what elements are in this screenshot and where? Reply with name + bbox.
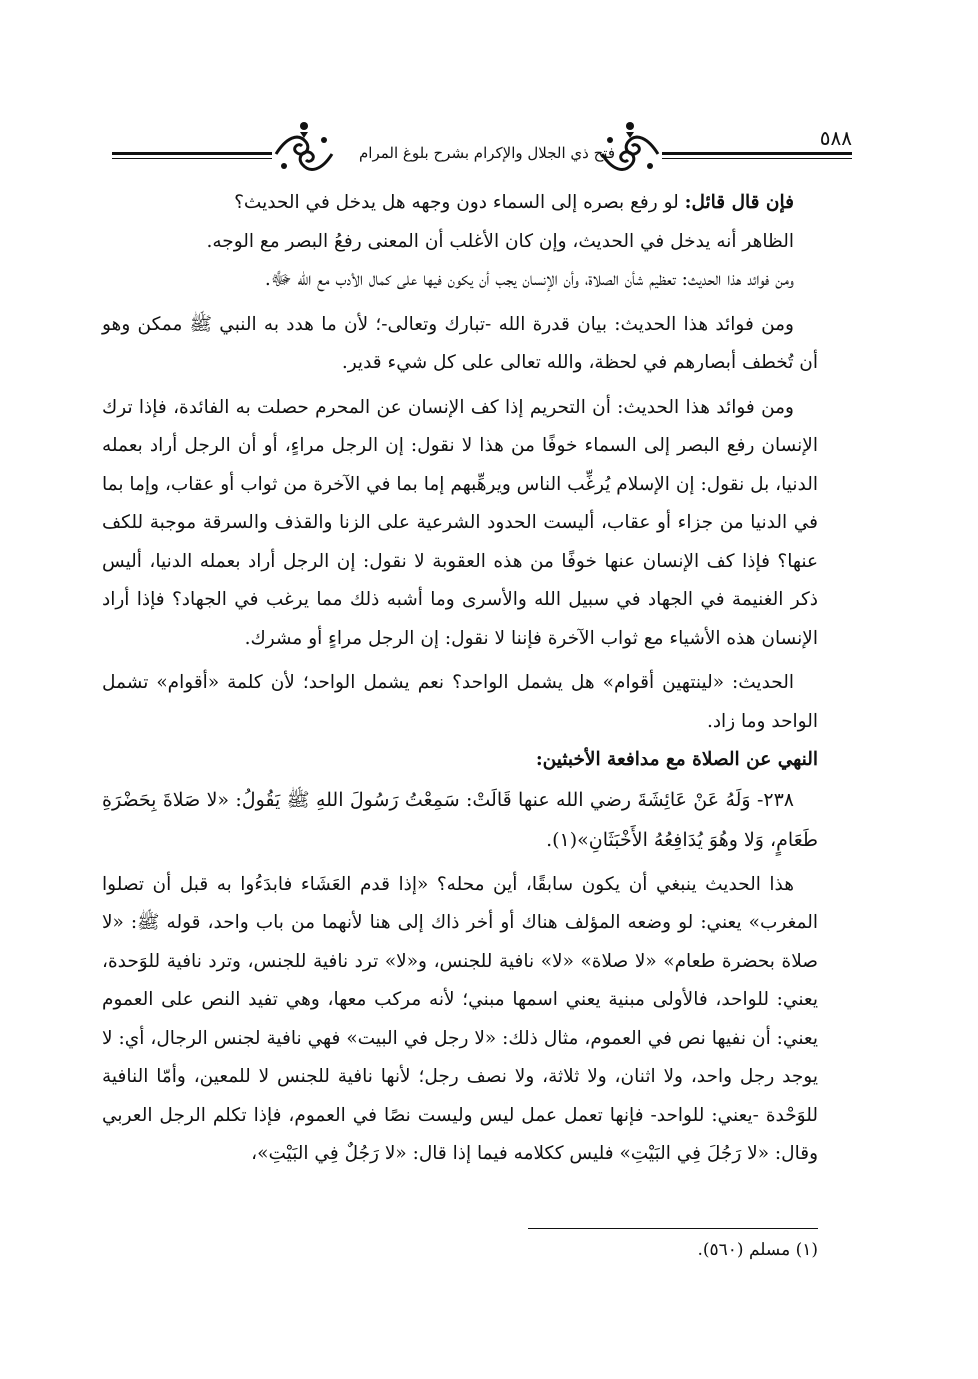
paragraph-7: هذا الحديث ينبغي أن يكون سابقًا، أين محله؟ «إذا قدم العَشَاء فابدَءُوا به قبل أن تصلوا المغرب» يعني: لو وضعه المؤلف هناك أو أخر ذاك إلى هنا لأنهما من باب واحد، قوله ﷺ: «لا صلاة بحضرة طعام» «لا صلاة» «لا» نافية للجنس، و«لا» ترد نافية للجنس، وترد نافية للوَحدة، يعني: للواحد، فالأولى مبنية يعني اسمها مبني؛ لأنه مركب معها، وهي تفيد النص على العموم يعني: أن نفيها نص في العموم، مثال ذلك: «لا رجل في البيت» فهي نافية لجنس الرجال، أي: لا يوجد رجل واحد، ولا اثنان، ولا ثلاثة، ولا نصف رجل؛ لأنها نافية للجنس لا للمعين، وأمّا النافية للوَحْدة -يعني: للواحد- فإنها تعمل عمل ليس وليست نصًا في العموم، فإذا تكلم الرجل العربي وقال: «لا رَجُلَ فِي البَيْتِ» فليس ككلامه فيما إذا قال: «لا رَجُلٌ فِي البَيْتِ»،: [102, 873, 818, 1164]
paragraph-1: [102, 184, 818, 223]
page-body: [102, 184, 818, 1174]
paragraph-4: ومن فوائد هذا الحديث: بيان قدرة الله -تبارك وتعالى-؛ لأن ما هدد به النبي ﷺ ممكن وهو أن تُخطف أبصارهم في لحظة، والله تعالى على كل شيء قدير.: [102, 313, 818, 373]
page-number: ٥٨٨: [819, 126, 852, 150]
paragraph-5: ومن فوائد هذا الحديث: أن التحريم إذا كف الإنسان عن المحرم حصلت به الفائدة، فإذا ترك الإنسان رفع البصر إلى السماء خوفًا من هذا لا نقول: إن الرجل مراءٍ، أو أن الرجل أراد بعمله الدنيا، بل نقول: إن الإسلام يُرغِّب الناس ويرهِّبهم إما بما في الآخرة من ثواب أو عقاب، وإما بما في الدنيا من جزاء أو عقاب، أليست الحدود الشرعية على الزنا والقذف والسرقة موجبة للكف عنها؟ فإذا كف الإنسان عنها خوفًا من هذه العقوبة لا نقول: إن الرجل أراد بعمله الدنيا، أليس ذكر الغنيمة في الجهاد في سبيل الله والأسرى وما أشبه ذلك مما يرغب في الجهاد؟ فإذا أراد الإنسان هذه الأشياء مع ثواب الآخرة فإننا لا نقول: إن الرجل مراءٍ أو مشرك.: [102, 396, 818, 649]
paragraph-2: الظاهر أنه يدخل في الحديث، وإن كان الأغلب أن المعنى رفعُ البصر مع الوجه.: [206, 230, 794, 252]
hadith-text: ٢٣٨- وَلَهُ عَنْ عَائِشَةَ رضي الله عنها قَالَتْ: سَمِعْتُ رَسُولَ اللهِ ﷺ يَقُولُ: «لا صَلاةَ بِحَضْرَةِ طَعَامٍ، وَلا وهُوَ يُدَافِعُهُ الأَخْبَثَانِ»(١).: [102, 788, 818, 851]
section-heading: النهي عن الصلاة مع مدافعة الأخبثين:: [535, 749, 818, 770]
header-ornament-left-icon: [272, 118, 336, 180]
header-rule-right: [662, 152, 852, 155]
footnote: (١) مسلم (٥٦٠).: [697, 1240, 818, 1260]
header-rule-right-thin: [662, 158, 852, 159]
running-title: فتح ذي الجلال والإكرام بشرح بلوغ المرام: [358, 144, 615, 162]
footnote-separator: [528, 1228, 818, 1229]
page-header: [112, 118, 852, 180]
header-ornament-right-icon: [598, 118, 662, 180]
paragraph-1-lead: فإن قال قائل:: [684, 192, 794, 213]
header-rule-left: [112, 152, 272, 155]
paragraph-6: الحديث: «لينتهين أقوام» هل يشمل الواحد؟ نعم يشمل الواحد؛ لأن كلمة «أقوام» تشمل الواحد وما زاد.: [102, 672, 818, 732]
header-rule-left-thin: [112, 158, 272, 159]
paragraph-3: ومن فوائد هذا الحديث: تعظيم شأن الصلاة، وأن الإنسان يجب أن يكون فيها على كمال الأدب مع الله ﷻ.: [264, 269, 794, 290]
paragraph-1-text: لو رفع بصره إلى السماء دون وجهه هل يدخل في الحديث؟: [234, 192, 685, 213]
